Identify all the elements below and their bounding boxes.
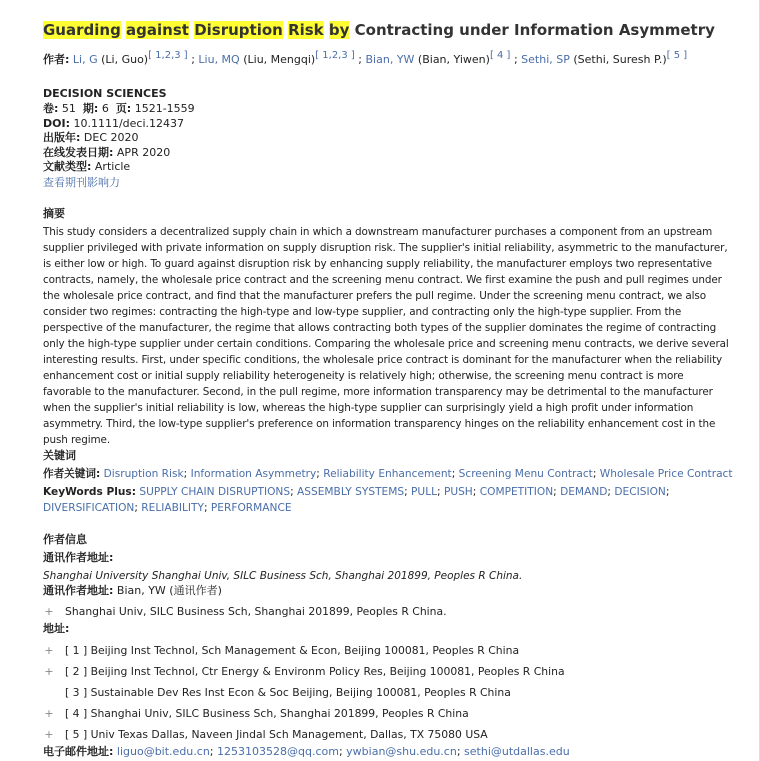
corr-address: Shanghai University Shanghai Univ, SILC Business Sch, Shanghai 201899, Peoples R China. [43, 570, 523, 582]
address-number: [ 1 ] [65, 644, 91, 657]
email-link[interactable]: liguo@bit.edu.cn [116, 745, 210, 758]
address-text: Beijing Inst Technol, Ctr Energy & Environm Policy Res, Beijing 100081, Peoples R China [90, 665, 565, 678]
author-link-sethi[interactable]: Sethi, SP [521, 53, 570, 66]
volume-line: 卷: 51 期: 6 页: 1521-1559 [43, 102, 195, 115]
address-number: [ 2 ] [65, 665, 91, 678]
keywords-plus-list: SUPPLY CHAIN DISRUPTIONS; ASSEMBLY SYSTEMS; PULL; PUSH; COMPETITION; DEMAND; DECISION; DIVERSIFICATION; RELIABILITY; PERFORMANCE [43, 486, 670, 514]
address-row [43, 685, 511, 700]
article-title [43, 20, 715, 40]
title-highlight: by [328, 21, 350, 39]
address-text: Univ Texas Dallas, Naveen Jindal Sch Management, Dallas, TX 75080 USA [90, 728, 488, 741]
author-keyword-link[interactable]: Wholesale Price Contract [599, 468, 733, 480]
keyword-plus-link[interactable]: RELIABILITY [141, 502, 204, 514]
address-text: Shanghai Univ, SILC Business Sch, Shanghai 201899, Peoples R China [90, 707, 469, 720]
author-keyword-list: Disruption Risk; Information Asymmetry; Reliability Enhancement; Screening Menu Contract; Wholesale Price Contract [103, 468, 733, 480]
author-affil-sup[interactable]: [ 1,2,3 ] [148, 50, 188, 61]
journal-name: DECISION SCIENCES [43, 87, 167, 100]
email-link[interactable]: 1253103528@qq.com [217, 745, 339, 758]
corr-address-label: 通讯作者地址: [43, 551, 114, 564]
author-keywords: 作者关键词: Disruption Risk; Information Asymmetry; Reliability Enhancement; Screening Menu Contract; Wholesale Price Contract [43, 468, 733, 480]
abstract-heading: 摘要 [43, 207, 65, 220]
author-keyword-link[interactable]: Screening Menu Contract [458, 468, 593, 480]
address-row [43, 727, 488, 742]
doi-value: 10.1111/deci.12437 [73, 117, 185, 130]
address-row [43, 643, 519, 658]
authors-label: 作者: [43, 53, 70, 66]
abstract-text: This study considers a decentralized supply chain in which a downstream manufacturer purchases a component from an upstream supplier privileged with private information on supply disruption risk. The supplier's initial reliability, asymmetric to the manufacturer, is either low or high. To guard against disruption risk by enhancing supply reliability, the manufacturer employs two representative contracts, namely, the wholesale price contract and the screening menu contract. We first examine the push and pull regimes under the wholesale price contract, and find that the manufacturer prefers the pull regime. Under the screening menu contract, we also consider two regimes: contracting the high-type and low-type supplier, and contracting only the high-type supplier. From the perspective of the manufacturer, the regime that allows contracting both types of the supplier dominates the regime of contracting only the high-type supplier under certain conditions. Comparing the wholesale price and screening menu contracts, we derive several interesting results. First, under specific conditions, the wholesale price contract is dominant for the manufacturer when the reliability enhancement cost or initial supply reliability heterogeneity is relatively high; otherwise, the screening menu contract is more favorable to the manufacturer. Second, in the pull regime, more information transparency may be detrimental to the manufacturer when the supplier's initial reliability is low, whereas the high-type supplier can surprisingly yield a high profit under information asymmetry. Third, the low-type supplier's preference on information transparency hinges on the reliability enhancement cost in the push regime. [43, 226, 729, 446]
email-list: liguo@bit.edu.cn; 1253103528@qq.com; ywbian@shu.edu.cn; sethi@utdallas.edu [116, 745, 570, 758]
author-affil-sup[interactable]: [ 5 ] [666, 50, 688, 61]
author-line: 作者: Li, G (Li, Guo)[ 1,2,3 ] ; Liu, MQ (Liu, Mengqi)[ 1,2,3 ] ; Bian, YW (Bian, Yiwen)[ 4 ] ; Sethi, SP (Sethi, Suresh P.)[ 5 ] [43, 50, 688, 66]
author-keyword-link[interactable]: Reliability Enhancement [323, 468, 452, 480]
author-link-liu[interactable]: Liu, MQ [198, 53, 240, 66]
keywords-plus: KeyWords Plus: SUPPLY CHAIN DISRUPTIONS; ASSEMBLY SYSTEMS; PULL; PUSH; COMPETITION; DEMAND; DECISION; DIVERSIFICATION; RELIABILITY; PERFORMANCE [43, 486, 670, 514]
author-keyword-link[interactable]: Disruption Risk [103, 468, 184, 480]
plus-icon[interactable]: + [44, 728, 54, 741]
address-text: Sustainable Dev Res Inst Econ & Soc Beijing, Beijing 100081, Peoples R China [90, 686, 511, 699]
author-affil-sup[interactable]: [ 4 ] [489, 50, 511, 61]
email-line: 电子邮件地址: liguo@bit.edu.cn; 1253103528@qq.com; ywbian@shu.edu.cn; sethi@utdallas.edu [43, 745, 570, 758]
journal-impact-link[interactable]: 查看期刊影响力 [43, 176, 120, 189]
doi-line: DOI: 10.1111/deci.12437 [43, 117, 185, 130]
keyword-plus-link[interactable]: COMPETITION [479, 486, 554, 498]
keyword-plus-link[interactable]: ASSEMBLY SYSTEMS [297, 486, 405, 498]
plus-icon[interactable]: + [44, 665, 54, 678]
keywords-heading: 关键词 [43, 449, 76, 462]
plus-icon[interactable]: + [44, 605, 54, 618]
title-highlight: Guarding [43, 21, 121, 39]
keyword-plus-link[interactable]: PUSH [443, 486, 473, 498]
plus-icon[interactable]: + [44, 644, 54, 657]
plus-icon[interactable]: + [44, 707, 54, 720]
author-link-li[interactable]: Li, G [72, 53, 98, 66]
title-highlight: Risk [288, 21, 324, 39]
keyword-plus-link[interactable]: DIVERSIFICATION [43, 502, 135, 514]
title-highlight: against [126, 21, 189, 39]
email-link[interactable]: ywbian@shu.edu.cn [346, 745, 457, 758]
email-link[interactable]: sethi@utdallas.edu [464, 745, 570, 758]
keyword-plus-link[interactable]: PERFORMANCE [210, 502, 292, 514]
author-affil-sup[interactable]: [ 1,2,3 ] [315, 50, 355, 61]
address-row [43, 664, 565, 679]
corr-institution-row: + Shanghai Univ, SILC Business Sch, Shanghai 201899, Peoples R China. [44, 605, 447, 618]
keyword-plus-link[interactable]: DEMAND [560, 486, 608, 498]
address-label: 地址: [43, 622, 70, 635]
keyword-plus-link[interactable]: DECISION [614, 486, 666, 498]
address-number: [ 3 ] [65, 686, 91, 699]
title-rest: Contracting under Information Asymmetry [349, 21, 715, 39]
doc-type-line: 文献类型: Article [43, 160, 131, 173]
address-number: [ 5 ] [65, 728, 91, 741]
title-highlight: Disruption [194, 21, 283, 39]
online-date-line: 在线发表日期: APR 2020 [43, 146, 171, 159]
pub-date-line: 出版年: DEC 2020 [43, 131, 139, 144]
author-info-heading: 作者信息 [43, 533, 87, 546]
address-row [43, 706, 469, 721]
address-text: Beijing Inst Technol, Sch Management & Econ, Beijing 100081, Peoples R China [90, 644, 520, 657]
author-link-bian[interactable]: Bian, YW [365, 53, 415, 66]
corr-author-line: 通讯作者地址: Bian, YW (通讯作者) [43, 584, 222, 597]
keyword-plus-link[interactable]: PULL [411, 486, 437, 498]
address-number: [ 4 ] [65, 707, 91, 720]
author-keyword-link[interactable]: Information Asymmetry [190, 468, 317, 480]
keyword-plus-link[interactable]: SUPPLY CHAIN DISRUPTIONS [139, 486, 291, 498]
